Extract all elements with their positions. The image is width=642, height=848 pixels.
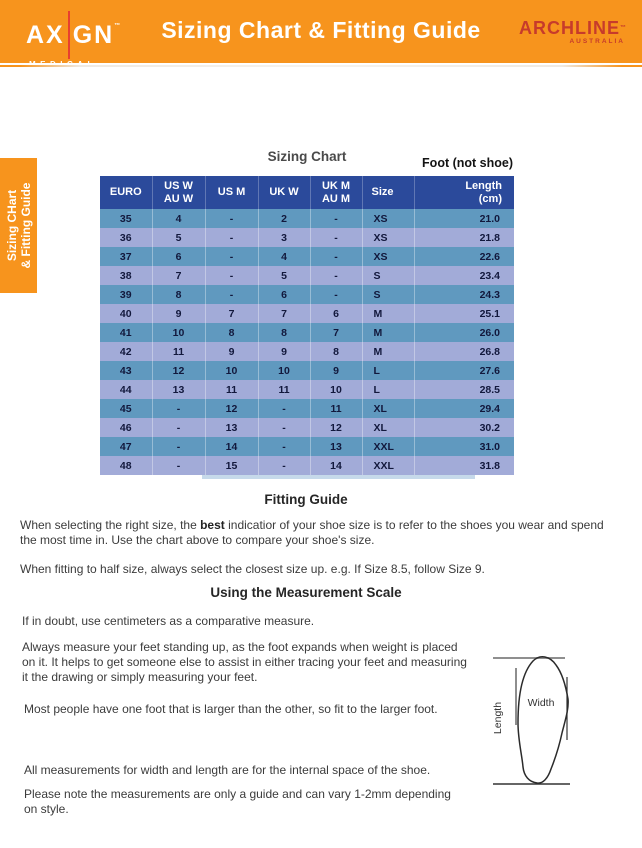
table-cell: 22.6 — [479, 250, 500, 263]
table-cell: 10 — [310, 380, 362, 399]
table-row — [100, 285, 514, 304]
table-cell: L — [362, 380, 414, 399]
table-cell: 8 — [152, 285, 205, 304]
table-cell: 30.2 — [479, 421, 500, 434]
header-bar — [0, 0, 642, 63]
column-header: US M — [205, 176, 258, 209]
sizing-table-body — [100, 209, 514, 475]
table-row — [100, 361, 514, 380]
table-cell: 27.6 — [479, 364, 500, 377]
table-cell: 8 — [310, 342, 362, 361]
header-divider-line — [0, 65, 642, 67]
table-cell: 4 — [258, 247, 310, 266]
side-tab-line2: & Fitting Guide — [18, 182, 33, 269]
sizing-table — [100, 176, 514, 475]
column-header: US W AU W — [152, 176, 205, 209]
table-cell: 45 — [100, 399, 152, 418]
text-run: indicatior of your shoe size is to refer to the shoes you wear and spend — [224, 518, 604, 532]
measurement-paragraph-1: If in doubt, use centimeters as a comparative measure. — [22, 614, 315, 628]
table-cell: 39 — [100, 285, 152, 304]
table-row — [100, 342, 514, 361]
fitting-guide-paragraph-2: When fitting to half size, always select the closest size up. e.g. If Size 8.5, follow Size 9. — [20, 562, 485, 576]
table-cell: - — [310, 247, 362, 266]
paragraph-line: it the drawing or simply measuring your feet. — [22, 670, 258, 684]
table-bottom-strip — [202, 475, 475, 479]
table-cell: - — [152, 437, 205, 456]
table-cell: 8 — [258, 323, 310, 342]
table-cell: 29.4 — [479, 402, 500, 415]
column-header: UK W — [258, 176, 310, 209]
table-cell: 46 — [100, 418, 152, 437]
table-cell: - — [258, 456, 310, 475]
table-row — [100, 209, 514, 228]
table-cell: 11 — [258, 380, 310, 399]
paragraph-line — [20, 518, 630, 533]
trademark-symbol: ™ — [114, 23, 121, 29]
fitting-guide-heading: Fitting Guide — [264, 492, 348, 507]
trademark-symbol: ™ — [620, 25, 626, 31]
side-tab-line1: Sizing CHart — [4, 189, 19, 262]
table-cell: - — [310, 228, 362, 247]
table-cell: - — [258, 399, 310, 418]
table-cell: 12 — [310, 418, 362, 437]
table-row — [100, 247, 514, 266]
table-cell: 44 — [100, 380, 152, 399]
table-cell: - — [205, 266, 258, 285]
table-cell: 14 — [205, 437, 258, 456]
table-cell: 41 — [100, 323, 152, 342]
table-row — [100, 456, 514, 475]
table-cell: 7 — [205, 304, 258, 323]
table-cell: - — [205, 247, 258, 266]
table-cell: - — [205, 228, 258, 247]
table-cell: - — [205, 285, 258, 304]
column-header: Length (cm) — [414, 176, 514, 209]
table-cell: 31.8 — [479, 459, 500, 472]
table-cell: 14 — [310, 456, 362, 475]
table-row — [100, 437, 514, 456]
axign-text-left: AX — [26, 21, 65, 49]
column-header: Size — [362, 176, 414, 209]
table-cell: - — [258, 418, 310, 437]
table-cell: 8 — [205, 323, 258, 342]
table-cell: XL — [362, 418, 414, 437]
paragraph-line: the most time in. Use the chart above to compare your shoe's size. — [20, 533, 375, 547]
measurement-paragraph-4: All measurements for width and length are for the internal space of the shoe. — [24, 763, 431, 777]
sizing-table-grid — [100, 176, 514, 475]
table-row — [100, 228, 514, 247]
table-cell: 13 — [152, 380, 205, 399]
table-cell: 21.8 — [479, 231, 500, 244]
table-cell: 36 — [100, 228, 152, 247]
table-cell: 11 — [152, 342, 205, 361]
measurement-paragraph-2 — [22, 640, 502, 685]
table-row — [100, 399, 514, 418]
table-cell: 13 — [310, 437, 362, 456]
table-cell: 11 — [310, 399, 362, 418]
table-cell: 37 — [100, 247, 152, 266]
fitting-guide-paragraph-1 — [20, 518, 630, 548]
table-cell: 4 — [152, 209, 205, 228]
column-header: UK M AU M — [310, 176, 362, 209]
table-cell: XXL — [362, 437, 414, 456]
table-cell: M — [362, 323, 414, 342]
table-cell: - — [205, 209, 258, 228]
table-cell: 6 — [152, 247, 205, 266]
archline-text: ARCHLINE — [519, 18, 620, 38]
table-cell: - — [310, 209, 362, 228]
axign-text-right: GN — [72, 21, 115, 49]
table-cell: 25.1 — [479, 307, 500, 320]
table-cell: 10 — [205, 361, 258, 380]
archline-wordmark — [519, 19, 626, 38]
table-cell: 28.5 — [479, 383, 500, 396]
page-title: Sizing Chart & Fitting Guide — [161, 17, 481, 43]
table-cell: M — [362, 342, 414, 361]
table-row — [100, 323, 514, 342]
side-tab-sizing-chart — [0, 158, 37, 293]
table-cell: 11 — [205, 380, 258, 399]
table-cell: 3 — [258, 228, 310, 247]
table-cell: 6 — [258, 285, 310, 304]
table-cell: 12 — [152, 361, 205, 380]
table-cell: XS — [362, 228, 414, 247]
length-label: Length — [492, 701, 504, 735]
table-row — [100, 266, 514, 285]
bold-text-run: best — [200, 518, 225, 532]
table-cell: 43 — [100, 361, 152, 380]
table-cell: 21.0 — [479, 212, 500, 225]
paragraph-line: Please note the measurements are only a guide and can vary 1-2mm depending — [24, 787, 451, 801]
table-cell: - — [152, 418, 205, 437]
archline-australia-label: AUSTRALIA — [569, 38, 625, 45]
table-cell: 42 — [100, 342, 152, 361]
foot-outline — [518, 657, 568, 783]
table-cell: - — [152, 399, 205, 418]
table-cell: 10 — [152, 323, 205, 342]
paragraph-line: Always measure your feet standing up, as the foot expands when weight is placed — [22, 640, 458, 654]
sizing-chart-title: Sizing Chart — [267, 149, 347, 164]
table-cell: 6 — [310, 304, 362, 323]
table-cell: 38 — [100, 266, 152, 285]
measurement-paragraph-5 — [24, 787, 504, 817]
table-cell: 12 — [205, 399, 258, 418]
table-cell: 26.8 — [479, 345, 500, 358]
table-cell: 15 — [205, 456, 258, 475]
table-cell: S — [362, 285, 414, 304]
paragraph-line: on it. It helps to get someone else to assist in either tracing your feet and measuring — [22, 655, 467, 669]
table-cell: 40 — [100, 304, 152, 323]
measurement-scale-heading: Using the Measurement Scale — [210, 585, 402, 600]
table-cell: 23.4 — [479, 269, 500, 282]
table-cell: - — [152, 456, 205, 475]
table-row — [100, 380, 514, 399]
table-cell: 7 — [152, 266, 205, 285]
table-cell: XL — [362, 399, 414, 418]
width-label: Width — [527, 697, 555, 709]
table-cell: S — [362, 266, 414, 285]
column-header: EURO — [100, 176, 152, 209]
table-cell: 31.0 — [479, 440, 500, 453]
table-cell: XS — [362, 209, 414, 228]
text-run: When selecting the right size, the — [20, 518, 201, 532]
measurement-paragraph-3: Most people have one foot that is larger than the other, so fit to the larger foot. — [24, 702, 438, 716]
table-cell: 48 — [100, 456, 152, 475]
paragraph-line: on style. — [24, 802, 69, 816]
table-row — [100, 418, 514, 437]
table-cell: 7 — [310, 323, 362, 342]
table-cell: 24.3 — [479, 288, 500, 301]
table-cell: 5 — [152, 228, 205, 247]
table-cell: M — [362, 304, 414, 323]
table-cell: L — [362, 361, 414, 380]
sizing-table-header-row — [100, 176, 514, 209]
table-cell: 2 — [258, 209, 310, 228]
table-cell: 10 — [258, 361, 310, 380]
table-cell: XXL — [362, 456, 414, 475]
table-cell: 9 — [152, 304, 205, 323]
table-cell: - — [310, 266, 362, 285]
table-cell: - — [310, 285, 362, 304]
table-cell: 9 — [310, 361, 362, 380]
table-row — [100, 304, 514, 323]
side-tab-label — [0, 158, 37, 293]
archline-logo — [519, 19, 626, 45]
table-cell: 26.0 — [479, 326, 500, 339]
foot-measurement-diagram — [488, 645, 583, 795]
table-cell: 47 — [100, 437, 152, 456]
table-cell: 5 — [258, 266, 310, 285]
table-cell: 9 — [258, 342, 310, 361]
table-cell: XS — [362, 247, 414, 266]
table-cell: - — [258, 437, 310, 456]
table-cell: 35 — [100, 209, 152, 228]
table-cell: 7 — [258, 304, 310, 323]
table-cell: 13 — [205, 418, 258, 437]
table-cell: 9 — [205, 342, 258, 361]
foot-not-shoe-label: Foot (not shoe) — [422, 156, 513, 170]
